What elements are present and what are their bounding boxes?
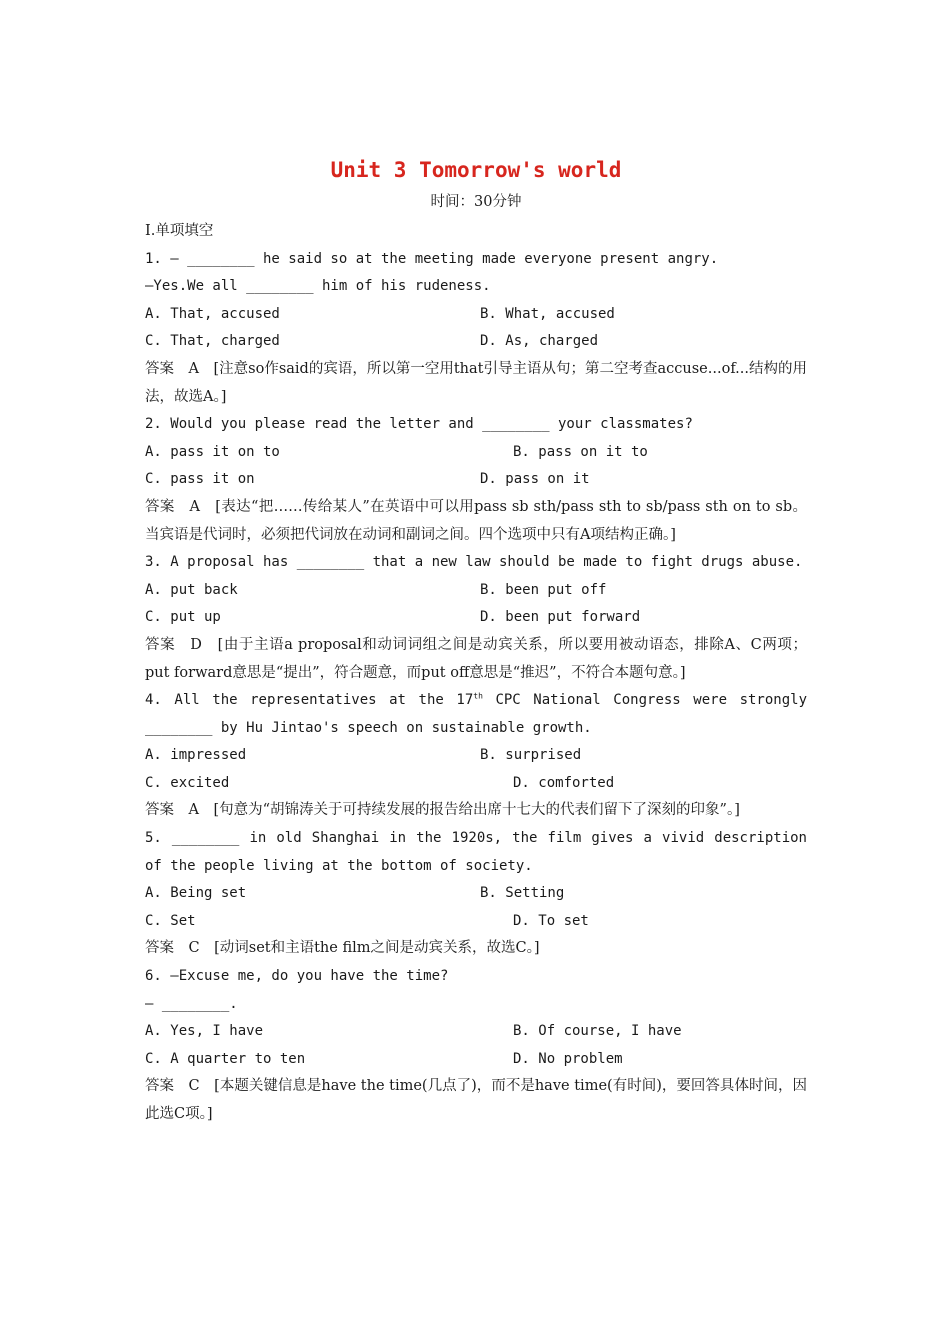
ordinal-suffix: th xyxy=(473,691,483,701)
option-a: A. impressed xyxy=(145,747,247,764)
option-d: D. No problem xyxy=(513,1050,623,1067)
option-c: C. pass it on xyxy=(145,471,255,488)
question-4 xyxy=(145,687,807,825)
options-row xyxy=(145,770,807,798)
question-4-text-a: 4. All the representatives at the 17 xyxy=(145,692,474,709)
unit-title: Unit 3 Tomorrow's world xyxy=(330,158,622,182)
options-row xyxy=(145,466,807,494)
question-4-text-b: CPC National Congress were strongly ________ by Hu Jintao's speech on sustainable growth. xyxy=(145,692,807,736)
options-row xyxy=(145,1046,807,1074)
option-d: D. comforted xyxy=(513,774,615,791)
options-row xyxy=(145,1018,807,1046)
time-limit: 时间：30分钟 xyxy=(430,194,522,210)
option-a: A. Being set xyxy=(145,885,247,902)
question-6-line-1: 6. —Excuse me, do you have the time? xyxy=(145,968,449,985)
option-a: A. That, accused xyxy=(145,305,280,322)
option-b: B. Of course, I have xyxy=(513,1023,682,1040)
option-b: B. surprised xyxy=(480,747,582,764)
question-1-line-2: —Yes.We all ________ him of his rudeness. xyxy=(145,278,491,295)
option-b: B. Setting xyxy=(480,885,565,902)
question-2 xyxy=(145,411,807,549)
question-1 xyxy=(145,246,807,412)
question-3 xyxy=(145,549,807,687)
option-d: D. pass on it xyxy=(480,471,590,488)
answer-explanation: 答案 A [表达“把……传给某人”在英语中可以用pass sb sth/pass sth to sb/pass sth on to sb。当宾语是代词时，必须把代词放在动词和副词之间。四个选项中只有A项结构正确。] xyxy=(145,498,807,543)
question-6-line-2: — ________. xyxy=(145,995,238,1012)
option-d: D. been put forward xyxy=(480,609,641,626)
question-2-line-1: 2. Would you please read the letter and ________ your classmates? xyxy=(145,416,693,433)
option-b: B. What, accused xyxy=(480,305,615,322)
answer-explanation: 答案 A [注意so作said的宾语，所以第一空用that引导主语从句；第二空考查accuse...of...结构的用法，故选A。] xyxy=(145,360,807,405)
options-row xyxy=(145,604,807,632)
answer-explanation: 答案 D [由于主语a proposal和动词词组之间是动宾关系，所以要用被动语态，排除A、C两项；put forward意思是“提出”，符合题意，而put off意思是“推迟”，不符合本题句意。] xyxy=(145,636,807,681)
option-a: A. pass it on to xyxy=(145,443,280,460)
options-row xyxy=(145,742,807,770)
question-5 xyxy=(145,825,807,963)
option-b: B. been put off xyxy=(480,581,607,598)
option-d: D. To set xyxy=(513,912,589,929)
question-6 xyxy=(145,963,807,1129)
options-row xyxy=(145,908,807,936)
option-c: C. A quarter to ten xyxy=(145,1050,306,1067)
answer-explanation: 答案 C [本题关键信息是have the time(几点了)，而不是have time(有时间)，要回答具体时间，因此选C项。] xyxy=(145,1078,807,1122)
question-1-line-1: 1. — ________ he said so at the meeting made everyone present angry. xyxy=(145,250,719,267)
option-b: B. pass on it to xyxy=(513,443,648,460)
options-row xyxy=(145,439,807,467)
options-row xyxy=(145,577,807,605)
answer-explanation: 答案 A [句意为“胡锦涛关于可持续发展的报告给出席十七大的代表们留下了深刻的印象”。] xyxy=(145,802,740,819)
option-c: C. put up xyxy=(145,609,221,626)
option-a: A. put back xyxy=(145,581,238,598)
option-c: C. excited xyxy=(145,774,230,791)
document-content xyxy=(145,150,807,1129)
section-title: Ⅰ.单项填空 xyxy=(145,223,214,239)
option-c: C. That, charged xyxy=(145,333,280,350)
option-c: C. Set xyxy=(145,912,196,929)
options-row xyxy=(145,880,807,908)
option-d: D. As, charged xyxy=(480,333,599,350)
options-row xyxy=(145,328,807,356)
option-a: A. Yes, I have xyxy=(145,1023,264,1040)
answer-explanation: 答案 C [动词set和主语the film之间是动宾关系，故选C。] xyxy=(145,940,540,957)
options-row xyxy=(145,301,807,329)
question-5-text: 5. ________ in old Shanghai in the 1920s, the film gives a vivid description of the people living at the bottom of society. xyxy=(145,830,807,874)
question-3-line-1: 3. A proposal has ________ that a new law should be made to fight drugs abuse. xyxy=(145,554,803,571)
question-4-text xyxy=(145,687,807,742)
